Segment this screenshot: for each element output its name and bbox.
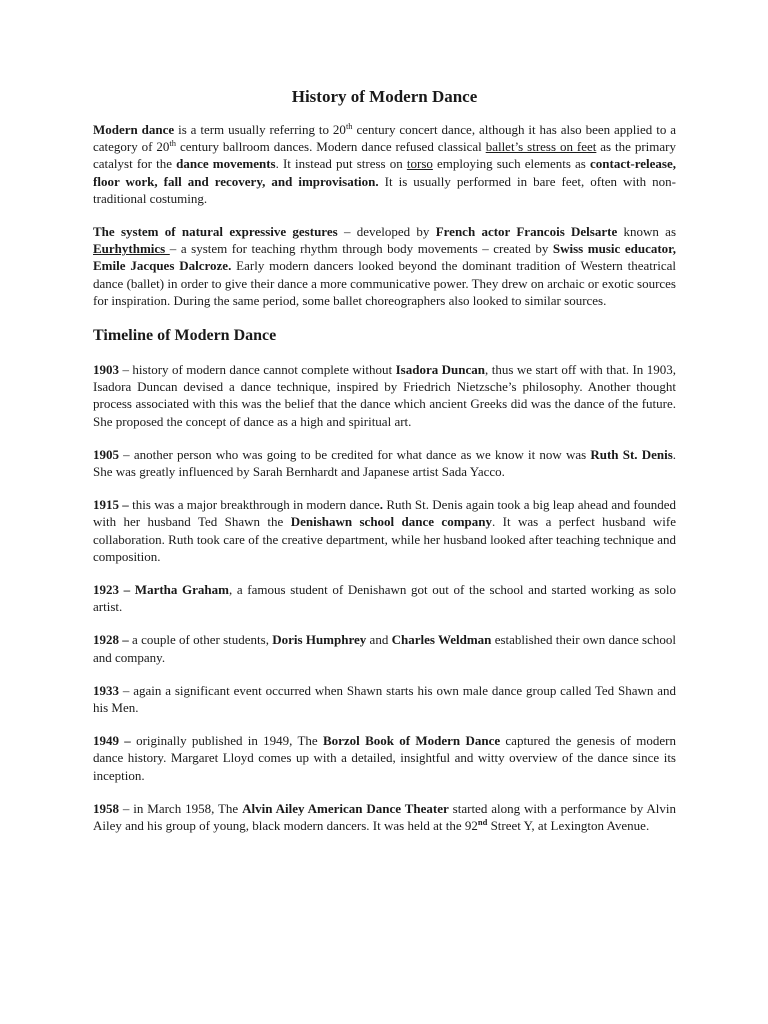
text-run: century concert dance, although it has also been applied to a category of 20 (93, 122, 676, 155)
text-run-bsup: nd (477, 817, 488, 828)
text-run: – in March 1958, The (119, 800, 243, 816)
text-run: – developed by (337, 224, 436, 240)
text-run: It is usually performed in bare feet, often with non-traditional costuming. (93, 173, 676, 206)
page-title: History of Modern Dance (291, 87, 478, 106)
text-run-b: Doris Humphrey (272, 632, 367, 648)
text-run-b: 1923 – Martha Graham (93, 582, 229, 598)
text-run: – a system for teaching rhythm through body movements – created by (169, 241, 553, 257)
text-run: established their own dance school and company. (93, 632, 676, 665)
text-run: – history of modern dance cannot complete without (119, 362, 396, 378)
timeline-entry-1933 (93, 682, 676, 716)
text-run-b: Alvin Ailey American Dance Theater (242, 800, 449, 816)
text-run-b: 1903 (93, 362, 119, 378)
text-run-u: ballet’s stress on feet (485, 139, 597, 155)
text-run: Early modern dancers looked beyond the dominant tradition of Western theatrical dance (ballet) in order to give their dance a more communicative power. They drew on archaic or exotic sources for inspiration. During the same period, some ballet choreographers also looked to similar sources. (93, 258, 676, 308)
text-run: . It was a perfect husband wife collaboration. Ruth took care of the creative department, while her husband looked after teaching technique and composition. (93, 514, 676, 564)
text-run: . She was greatly influenced by Sarah Bernhardt and Japanese artist Sada Yacco. (93, 446, 677, 480)
text-run: – another person who was going to be credited for what dance as we know it now was (119, 446, 591, 462)
text-run-b: 1928 – (93, 632, 129, 648)
text-run-b: Ruth St. Denis (590, 446, 673, 462)
text-run-b: 1915 – (93, 497, 129, 513)
timeline-entry-1905 (93, 446, 676, 480)
text-run-b: 1958 (93, 800, 119, 816)
text-run-b: The system of natural expressive gestures (93, 224, 338, 240)
text-run-b: contact-release, floor work, fall and recovery, and improvisation. (93, 156, 677, 189)
text-run: a couple of other students, (128, 632, 273, 648)
timeline-entry-1949 (93, 732, 676, 784)
text-run-sup: th (345, 121, 353, 131)
text-run: originally published in 1949, The (130, 733, 323, 749)
text-run: is a term usually referring to 20 (174, 122, 346, 137)
text-run-b: Isadora Duncan (395, 362, 486, 378)
text-run-b: Charles Weldman (391, 632, 492, 648)
text-run: , thus we start off with that. In 1903, Isadora Duncan devised a dance technique, inspired by Friedrich Nietzsche’s philosophy. Another thought process associated with this was the belief that the dance which ancient Greeks did was the dance of the future. She proposed the concept of dance as a high and spiritual art. (93, 362, 677, 429)
text-run-b: Swiss music educator, Emile Jacques Dalcroze. (93, 241, 676, 274)
timeline-entry-1915 (93, 496, 676, 565)
timeline-list (93, 361, 676, 834)
text-run-b: Borzol Book of Modern Dance (322, 733, 501, 749)
text-run-b: 1905 (93, 446, 119, 462)
text-run: employing such elements as (432, 156, 590, 172)
timeline-entry-1903 (93, 361, 676, 430)
text-run-b: French actor Francois Delsarte (435, 224, 618, 240)
timeline-heading: Timeline of Modern Dance (93, 327, 277, 345)
text-run-b: 1949 – (93, 733, 131, 749)
text-run: , a famous student of Denishawn got out of the school and started working as solo artist. (93, 582, 676, 615)
text-run-sup: th (169, 138, 177, 149)
text-run: as the primary catalyst for the (93, 139, 676, 172)
timeline-entry-1923 (93, 581, 676, 615)
text-run: . It instead put stress on (275, 156, 407, 172)
timeline-entry-1928 (93, 631, 676, 665)
text-run: and (366, 632, 392, 648)
text-run: – again a significant event occurred when Shawn starts his own male dance group called Ted Shawn and his Men. (93, 682, 676, 716)
text-run-u: torso (406, 156, 433, 172)
text-run-bu: Eurhythmics (93, 241, 170, 257)
text-run: known as (617, 224, 677, 240)
text-run: this was a major breakthrough in modern dance (128, 497, 380, 513)
text-run-b: Denishawn school dance company (290, 514, 492, 530)
text-run-b: 1933 (93, 682, 119, 698)
text-run: Street Y, at Lexington Avenue. (487, 818, 650, 834)
system-paragraph (93, 223, 676, 309)
text-run: Ruth St. Denis again took a big leap ahead and founded with her husband Ted Shawn the (93, 497, 677, 530)
text-run-b: Modern dance (93, 122, 175, 137)
intro-paragraph (93, 121, 676, 207)
timeline-entry-1958 (93, 800, 676, 834)
text-run: captured the genesis of modern dance history. Margaret Lloyd comes up with a detailed, insightful and witty overview of the dance since its inception. (93, 733, 676, 783)
text-run-b: dance movements (176, 156, 276, 172)
text-run: century ballroom dances. Modern dance refused classical (176, 139, 486, 155)
text-run: started along with a performance by Alvin Ailey and his group of young, black modern dancers. It was held at the 92 (93, 800, 676, 834)
text-run-b: . (379, 497, 384, 513)
